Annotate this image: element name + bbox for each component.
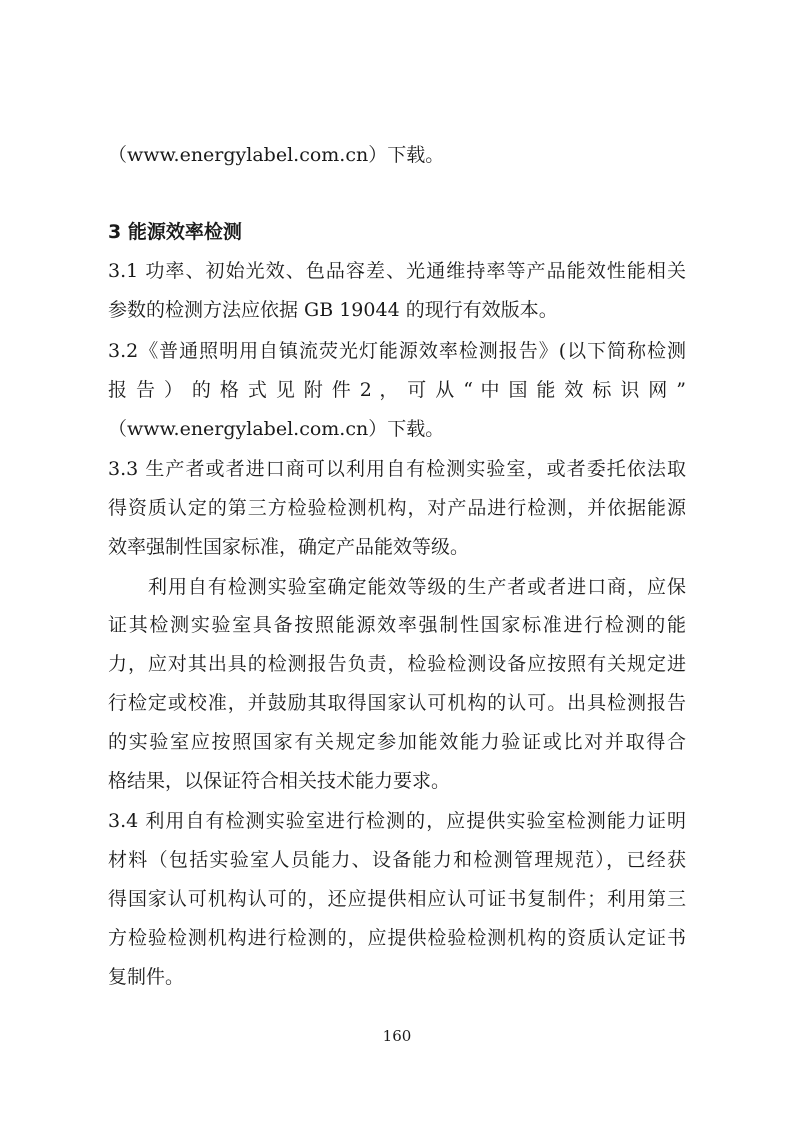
clause-3-4-line-5: 复制件。 bbox=[108, 966, 185, 988]
text-line-download-1: （www.energylabel.com.cn）下载。 bbox=[108, 144, 445, 166]
paragraph-line-2: 证其检测实验室具备按照能源效率强制性国家标准进行检测的能 bbox=[108, 614, 686, 636]
page-number: 160 bbox=[382, 1027, 412, 1045]
clause-3-4-line-1: 3.4 利用自有检测实验室进行检测的，应提供实验室检测能力证明 bbox=[108, 810, 686, 832]
clause-3-2-line-1: 3.2《普通照明用自镇流荧光灯能源效率检测报告》(以下简称检测 bbox=[108, 340, 686, 362]
paragraph-line-4: 行检定或校准，并鼓励其取得国家认可机构的认可。出具检测报告 bbox=[108, 692, 686, 714]
clause-3-4-line-4: 方检验检测机构进行检测的，应提供检验检测机构的资质认定证书 bbox=[108, 927, 686, 949]
clause-3-4-line-2: 材料（包括实验室人员能力、设备能力和检测管理规范），已经获 bbox=[108, 849, 686, 871]
clause-3-1-line-2: 参数的检测方法应依据 GB 19044 的现行有效版本。 bbox=[108, 299, 558, 321]
paragraph-line-3: 力，应对其出具的检测报告负责，检验检测设备应按照有关规定进 bbox=[108, 653, 686, 675]
clause-3-3-line-1: 3.3 生产者或者进口商可以利用自有检测实验室，或者委托依法取 bbox=[108, 458, 686, 480]
paragraph-line-6: 格结果，以保证符合相关技术能力要求。 bbox=[108, 770, 451, 792]
paragraph-line-1: 利用自有检测实验室确定能效等级的生产者或者进口商，应保 bbox=[148, 576, 686, 598]
clause-3-4-line-3: 得国家认可机构认可的，还应提供相应认可证书复制件；利用第三 bbox=[108, 888, 686, 910]
clause-3-2-line-3: （www.energylabel.com.cn）下载。 bbox=[108, 418, 445, 440]
clause-3-2-line-2: 报 告 ） 的 格 式 见 附 件 2 ， 可 从 “ 中 国 能 效 标 识 网 ” bbox=[108, 379, 686, 401]
clause-3-1-line-1: 3.1 功率、初始光效、色品容差、光通维持率等产品能效性能相关 bbox=[108, 260, 686, 282]
paragraph-line-5: 的实验室应按照国家有关规定参加能效能力验证或比对并取得合 bbox=[108, 731, 686, 753]
clause-3-3-line-3: 效率强制性国家标准，确定产品能效等级。 bbox=[108, 536, 470, 558]
section-heading: 3 能源效率检测 bbox=[108, 221, 242, 243]
clause-3-3-line-2: 得资质认定的第三方检验检测机构，对产品进行检测，并依据能源 bbox=[108, 497, 686, 519]
